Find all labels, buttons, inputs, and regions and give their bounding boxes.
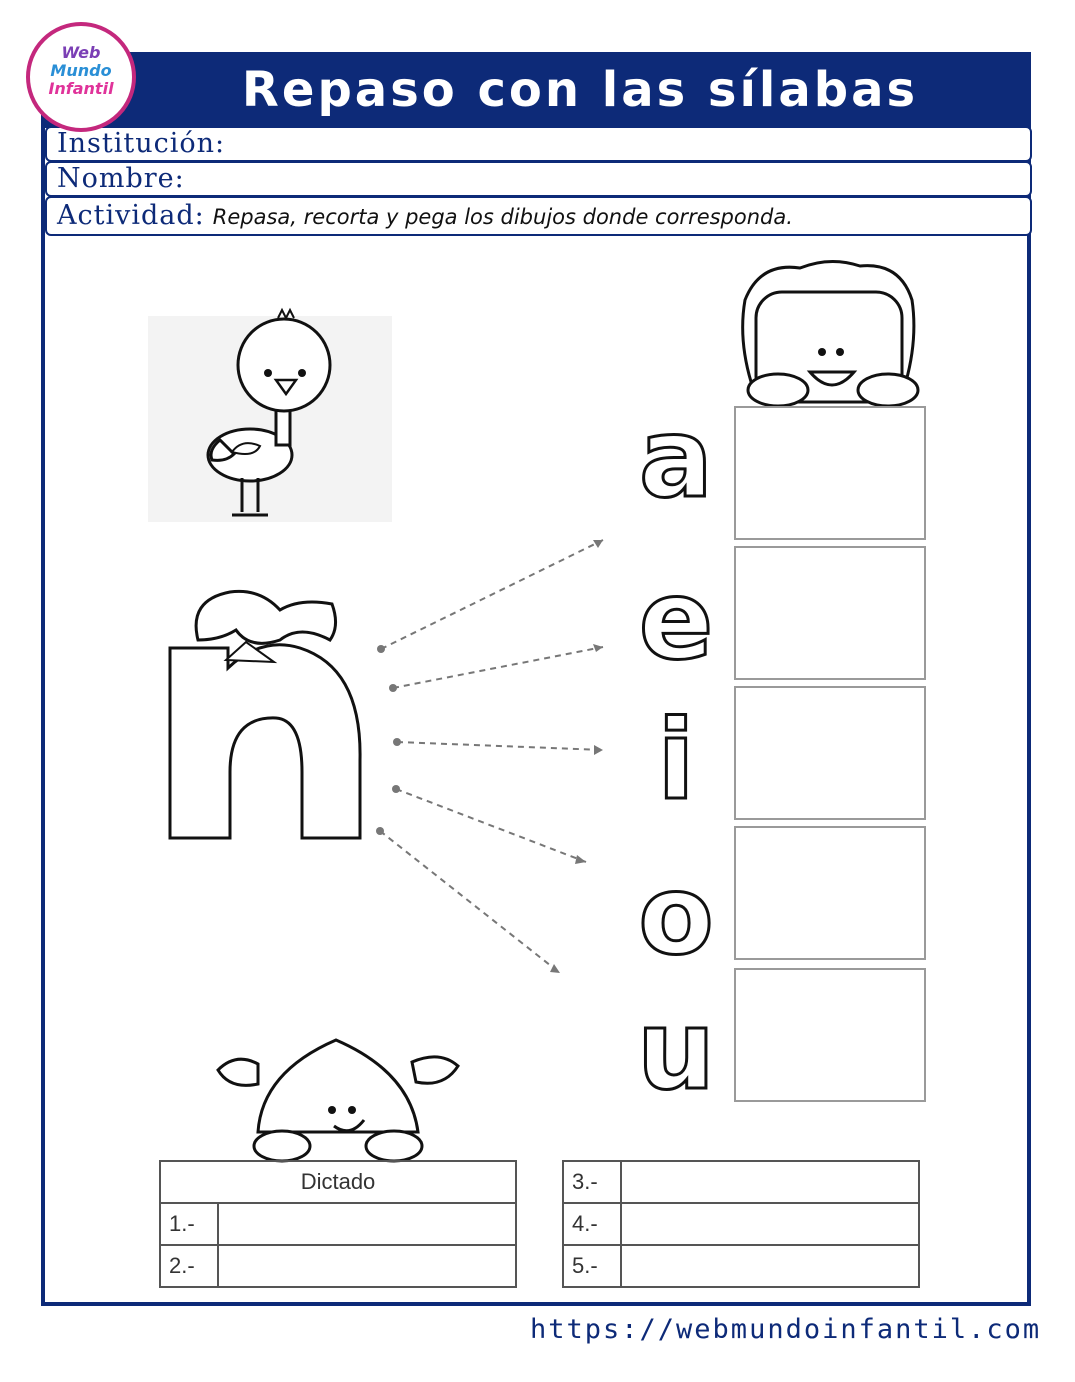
guide-arrows	[380, 540, 603, 973]
dictation-table-right	[562, 1160, 920, 1288]
institution-label: Institución:	[57, 128, 226, 159]
dictation-answer-field[interactable]	[218, 1245, 516, 1287]
dictation-answer-field[interactable]	[218, 1203, 516, 1245]
dictation-number: 4.-	[563, 1203, 621, 1245]
table-row	[160, 1203, 516, 1245]
dictation-answer-field[interactable]	[621, 1245, 919, 1287]
name-label: Nombre:	[57, 163, 185, 194]
dictation-number: 5.-	[563, 1245, 621, 1287]
guide-arrow-heads	[376, 540, 603, 973]
dictation-answer-field[interactable]	[621, 1203, 919, 1245]
logo-line-3: Infantil	[48, 79, 114, 98]
paste-box-u[interactable]	[734, 968, 926, 1102]
table-row	[160, 1161, 516, 1203]
paste-box-e[interactable]	[734, 546, 926, 680]
logo-line-2: Mundo	[50, 61, 112, 80]
paste-box-i[interactable]	[734, 686, 926, 820]
footer-url[interactable]: https://webmundoinfantil.com	[530, 1314, 1042, 1345]
page-title: Repaso con las sílabas	[241, 62, 919, 118]
consonant-letter	[160, 560, 370, 850]
dictation-number: 2.-	[160, 1245, 218, 1287]
logo-line-1: Web	[61, 43, 101, 62]
site-logo	[26, 22, 136, 132]
paste-box-a[interactable]	[734, 406, 926, 540]
table-row	[160, 1245, 516, 1287]
ostrich-illustration	[148, 310, 392, 522]
dictation-number: 3.-	[563, 1161, 621, 1203]
activity-instructions: Repasa, recorta y pega los dibujos donde corresponda.	[212, 205, 793, 229]
activity-label: Actividad:	[57, 200, 205, 231]
table-row	[563, 1161, 919, 1203]
onion-character	[218, 1040, 458, 1161]
vowel-i: i	[657, 696, 695, 824]
table-row	[563, 1245, 919, 1287]
table-row	[563, 1203, 919, 1245]
dictation-number: 1.-	[160, 1203, 218, 1245]
vowel-e: e	[638, 556, 714, 684]
cheese-character	[743, 261, 918, 406]
vowel-o: o	[638, 851, 714, 979]
dictation-table-left	[159, 1160, 517, 1288]
vowel-a: a	[638, 394, 714, 522]
vowel-u: u	[636, 986, 716, 1114]
paste-box-o[interactable]	[734, 826, 926, 960]
dictation-title: Dictado	[160, 1161, 516, 1203]
dictation-answer-field[interactable]	[621, 1161, 919, 1203]
